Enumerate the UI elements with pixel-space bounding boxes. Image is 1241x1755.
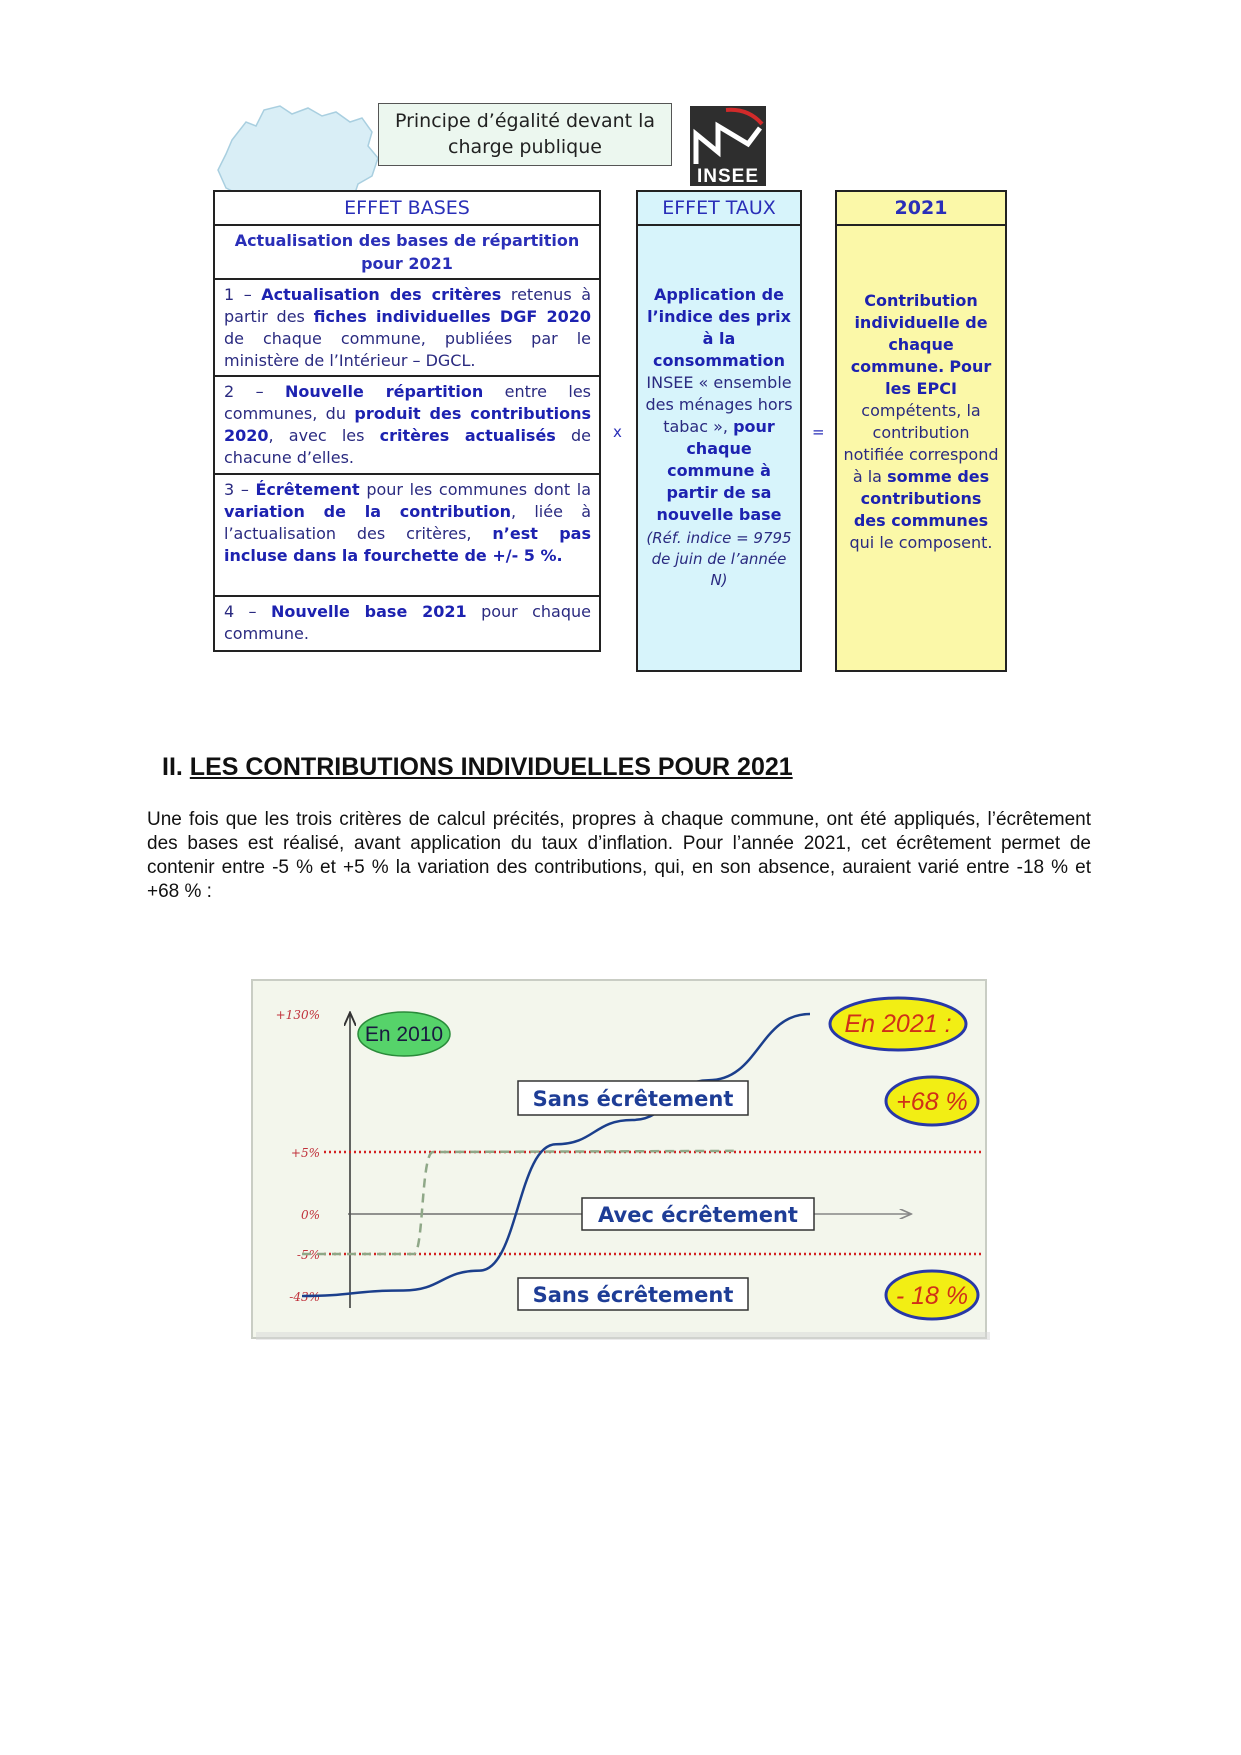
y-tick-label: -43%: [289, 1290, 320, 1304]
y-tick-label: +5%: [290, 1146, 320, 1160]
indice-reference: (Réf. indice = 9795 de juin de l’année N): [646, 529, 792, 589]
year-2021-body: [837, 226, 1005, 554]
y-tick-label: 0%: [300, 1208, 320, 1222]
step-3: [215, 475, 599, 597]
step-3-run: 3 –: [224, 480, 256, 499]
section-number: II.: [162, 753, 190, 781]
step-3-run: variation de la contribution: [224, 502, 511, 521]
step-4-run: pour chaque commune.: [224, 602, 592, 643]
lower-series-label: Sans écrêtement: [532, 1283, 734, 1307]
year-2021-text-run: compétents, la contribution notifiée correspond à la: [843, 401, 999, 486]
step-2-run: Nouvelle répartition: [284, 382, 484, 401]
multiply-operator: x: [613, 423, 622, 441]
effet-taux-column: [636, 190, 802, 672]
principle-box: [378, 103, 672, 166]
year-2021-text-run: Contribution individuelle de chaque commune.: [850, 291, 988, 376]
step-2: [215, 377, 599, 475]
step-2-run: 2 –: [224, 382, 285, 401]
step-4-run: Nouvelle base 2021: [270, 602, 467, 621]
year-2021-text-run: Pour les EPCI: [885, 357, 992, 398]
step-3-run: pour les communes dont la: [359, 480, 592, 499]
effet-taux-text-run: INSEE « ensemble des ménages hors tabac »,: [645, 373, 793, 436]
upper-series-label: Sans écrêtement: [532, 1087, 734, 1111]
min-value-label: - 18 %: [895, 1282, 969, 1310]
end-label: En 2021 :: [844, 1010, 952, 1038]
year-2021-text-run: somme des contributions des communes: [853, 467, 990, 530]
effet-bases-column: [213, 190, 601, 652]
y-tick-label: -5%: [296, 1248, 320, 1262]
step-3-run: n’est pas incluse dans la fourchette de +/- 5 %.: [224, 524, 591, 565]
insee-logo-text: INSEE: [696, 166, 760, 187]
year-2021-title: 2021: [837, 192, 1005, 226]
year-2021-text: [843, 291, 998, 552]
year-2021-column: [835, 190, 1007, 672]
step-1: [215, 280, 599, 377]
step-2-run: critères actualisés: [379, 426, 556, 445]
max-value-label: +68 %: [896, 1088, 968, 1116]
effet-taux-text-run: pour chaque commune à partir de sa nouvelle base: [656, 417, 782, 524]
year-2021-text-run: qui le composent.: [849, 533, 993, 552]
step-1-run: 1 –: [224, 285, 262, 304]
step-4: [215, 597, 599, 650]
step-2-run: produit des contributions 2020: [224, 404, 591, 445]
ecretement-chart: [250, 978, 992, 1344]
step-2-run: entre les communes, du: [224, 382, 592, 423]
effet-taux-body: [638, 226, 800, 591]
effet-taux-text-run: Application de l’indice des prix à la consommation: [647, 285, 791, 370]
step-4-run: 4 –: [224, 602, 271, 621]
step-1-run: de chaque commune, publiées par le ministère de l’Intérieur – DGCL.: [224, 329, 591, 370]
section-heading: LES CONTRIBUTIONS INDIVIDUELLES POUR 2021: [189, 753, 793, 781]
principle-text: Principe d’égalité devant la charge publique: [394, 110, 656, 158]
step-1-run: fiches individuelles DGF 2020: [313, 307, 591, 326]
effet-bases-subtitle: Actualisation des bases de répartition pour 2021: [215, 226, 599, 280]
section-paragraph: Une fois que les trois critères de calcul précités, propres à chaque commune, ont été appliqués, l’écrêtement des bases est réalisé, avant application du taux d’inflation. Pour l’année 2021, cet écrêtement permet de contenir entre -5 % et +5 % la variation des contributions, qui, en son absence, auraient varié entre -18 % et +68 % :: [147, 809, 1091, 902]
middle-series-label: Avec écrêtement: [598, 1203, 798, 1227]
y-tick-label: +130%: [275, 1008, 320, 1022]
section-title: [162, 753, 793, 782]
step-1-run: Actualisation des critères: [261, 285, 502, 304]
effet-bases-title: EFFET BASES: [215, 192, 599, 226]
step-2-run: de chacune d’elles.: [224, 426, 591, 467]
equals-operator: =: [812, 423, 825, 441]
start-label: En 2010: [364, 1023, 444, 1046]
step-3-run: , liée à l’actualisation des critères,: [224, 502, 591, 543]
step-3-run: Écrêtement: [255, 480, 360, 499]
effet-taux-title: EFFET TAUX: [638, 192, 800, 226]
insee-logo: [688, 104, 768, 188]
step-1-run: retenus à partir des: [224, 285, 592, 326]
effet-taux-text: [645, 285, 792, 524]
step-2-run: , avec les: [268, 426, 380, 445]
